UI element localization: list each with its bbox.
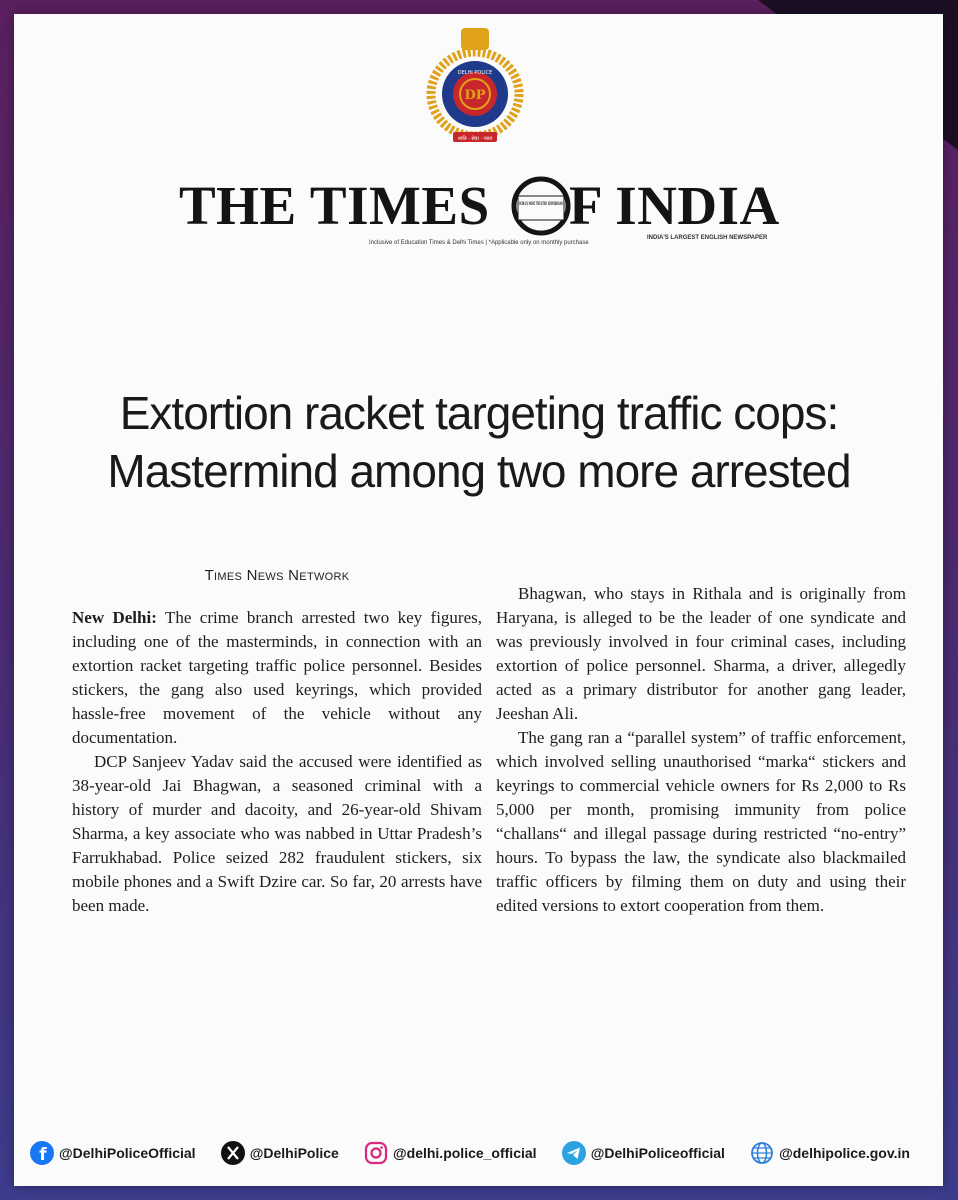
facebook-handle: @DelhiPoliceOfficial <box>59 1145 196 1161</box>
globe-icon <box>750 1141 774 1165</box>
x-handle: @DelhiPolice <box>249 1145 339 1161</box>
telegram-icon <box>562 1141 586 1165</box>
instagram-icon <box>364 1141 388 1165</box>
website-link[interactable] <box>750 1141 910 1165</box>
logo-tagline: INDIA'S MOST TRUSTED NEWSBRAND <box>519 201 564 207</box>
x-link[interactable] <box>221 1141 339 1165</box>
dateline: New Delhi: <box>72 608 157 627</box>
article-column-left <box>72 606 482 918</box>
delhi-police-emblem <box>423 24 527 146</box>
newspaper-masthead <box>14 174 943 264</box>
emblem-center-text: DP <box>464 88 486 103</box>
svg-text:f: f <box>39 1145 47 1165</box>
x-icon <box>221 1141 245 1165</box>
article-byline: Times News Network <box>204 567 350 584</box>
social-footer <box>30 1138 910 1168</box>
website-handle: @delhipolice.gov.in <box>779 1145 910 1161</box>
paragraph-1-text: The crime branch arrested two key figures, including one of the masterminds, in connection with an extortion racket targeting traffic police personnel. Besides stickers, the gang also used keyrings, which provided hassle-free movement of the vehicle without any documentation. <box>72 608 482 747</box>
masthead-subtitle: Inclusive of Education Times & Delhi Times | *Applicable only on monthly purchase <box>369 240 589 246</box>
article-headline <box>54 384 904 500</box>
facebook-icon <box>30 1141 54 1165</box>
telegram-link[interactable] <box>562 1141 725 1165</box>
article-paragraph: Bhagwan, who stays in Rithala and is originally from Haryana, is alleged to be the leader of one syndicate and was previously involved in four criminal cases, including extortion of police personnel. Sharma, a driver, allegedly acted as a primary distributor for another gang leader, Jeeshan Ali. <box>496 584 906 723</box>
telegram-handle: @DelhiPoliceofficial <box>590 1145 725 1161</box>
headline-line-2: Mastermind among two more arrested <box>107 445 851 497</box>
facebook-link[interactable] <box>30 1141 196 1165</box>
masthead-title-left: THE TIMES <box>179 175 490 236</box>
headline-line-1: Extortion racket targeting traffic cops: <box>119 387 839 439</box>
article-paragraph <box>72 606 482 750</box>
masthead-tagline: INDIA'S LARGEST ENGLISH NEWSPAPER <box>647 235 768 241</box>
article-paragraph: The gang ran a “parallel system” of traffic enforcement, which involved selling unauthorised “marka“ stickers and keyrings to commercial vehicle owners for Rs 2,000 to Rs 5,000 per month, promising immunity from police “challans“ and illegal passage during restricted “no-entry” hours. To bypass the law, the syndicate also blackmailed traffic officers by filming them on duty and using their edited versions to extort cooperation from them. <box>496 728 906 915</box>
article-paragraph: DCP Sanjeev Yadav said the accused were identified as 38-year-old Jai Bhagwan, a seasoned criminal with a history of murder and dacoity, and 26-year-old Shivam Sharma, a key associate who was nabbed in Uttar Pradesh’s Farrukhabad. Police seized 282 fraudulent stickers, six mobile phones and a Swift Dzire car. So far, 20 arrests have been made. <box>72 752 482 915</box>
emblem-top-text: DELHI POLICE <box>457 70 493 76</box>
ashoka-lion-icon <box>461 28 489 50</box>
news-card <box>14 14 943 1186</box>
instagram-handle: @delhi.police_official <box>392 1145 537 1161</box>
newspaper-logo-icon <box>506 176 576 236</box>
instagram-link[interactable] <box>364 1141 537 1165</box>
emblem-motto-text: शांति · सेवा · न्याय <box>457 136 493 142</box>
article-column-right <box>496 582 906 918</box>
masthead-title-right: F INDIA <box>569 175 780 236</box>
